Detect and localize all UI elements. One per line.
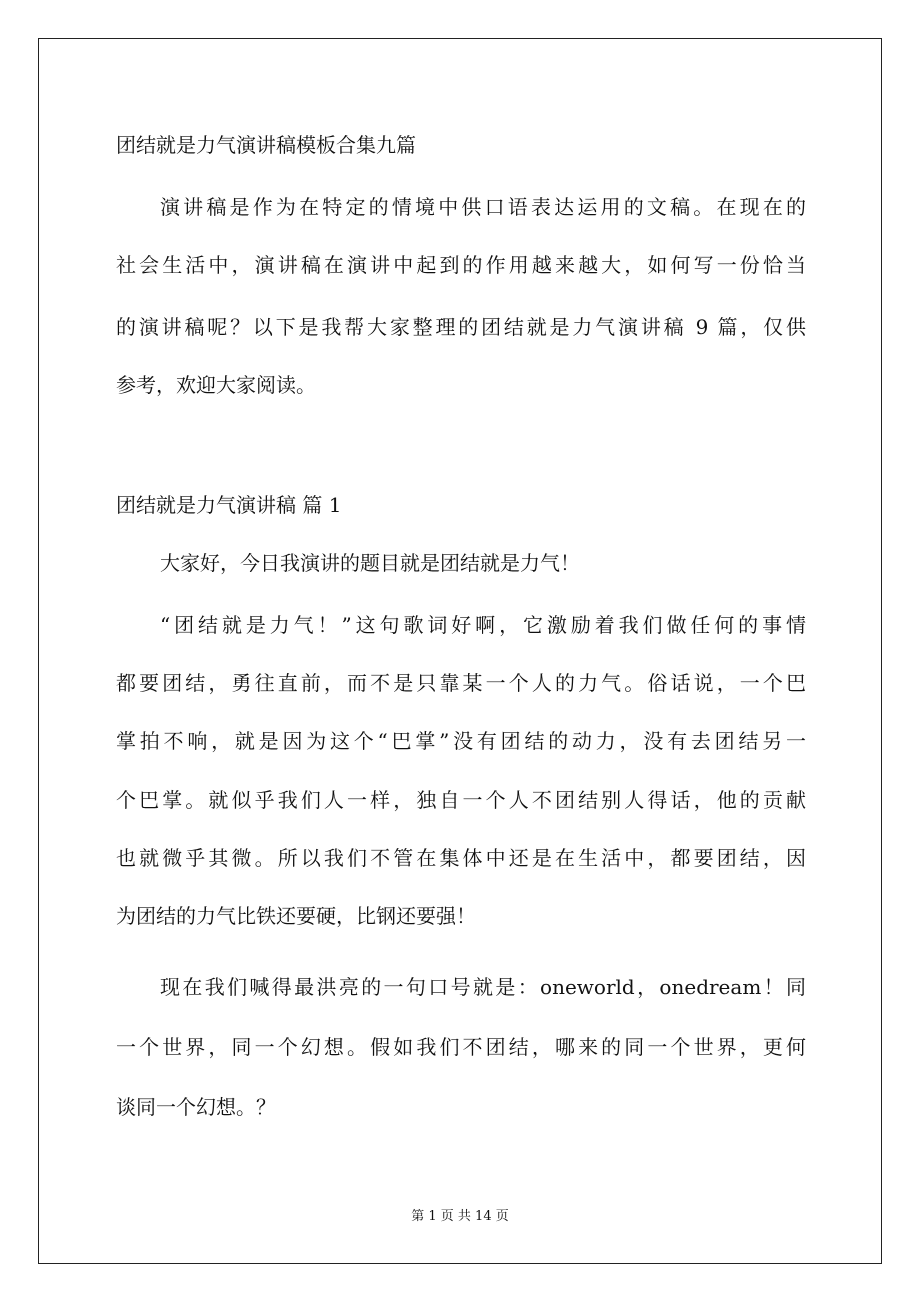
body-line: 也就微乎其微。所以我们不管在集体中还是在生活中，都要团结，因 bbox=[116, 846, 806, 870]
intro-line: 演讲稿是作为在特定的情境中供口语表达运用的文稿。在现在的 bbox=[160, 195, 806, 219]
section-heading: 团结就是力气演讲稿 篇 1 bbox=[116, 493, 342, 517]
page-footer: 第 1 页 共 14 页 bbox=[411, 1209, 509, 1224]
intro-line: 社会生活中，演讲稿在演讲中起到的作用越来越大，如何写一份恰当 bbox=[116, 253, 806, 277]
body-line: 谈同一个幻想。？ bbox=[116, 1095, 276, 1119]
body-line: 现在我们喊得最洪亮的一句口号就是：oneworld，onedream！同 bbox=[160, 975, 806, 999]
body-line: 大家好，今日我演讲的题目就是团结就是力气！ bbox=[160, 551, 580, 575]
body-line: “团结就是力气！”这句歌词好啊，它激励着我们做任何的事情 bbox=[160, 613, 806, 637]
document-title: 团结就是力气演讲稿模板合集九篇 bbox=[116, 133, 416, 157]
body-line: 为团结的力气比铁还要硬，比钢还要强！ bbox=[116, 904, 476, 928]
body-line: 掌拍不响，就是因为这个“巴掌”没有团结的动力，没有去团结另一 bbox=[116, 729, 806, 753]
body-line: 一个世界，同一个幻想。假如我们不团结，哪来的同一个世界，更何 bbox=[116, 1035, 806, 1059]
intro-line: 的演讲稿呢？以下是我帮大家整理的团结就是力气演讲稿 9 篇，仅供 bbox=[116, 315, 806, 339]
body-line: 都要团结，勇往直前，而不是只靠某一个人的力气。俗话说，一个巴 bbox=[116, 671, 806, 695]
body-line: 个巴掌。就似乎我们人一样，独自一个人不团结别人得话，他的贡献 bbox=[116, 788, 806, 812]
intro-line: 参考，欢迎大家阅读。 bbox=[116, 373, 316, 397]
